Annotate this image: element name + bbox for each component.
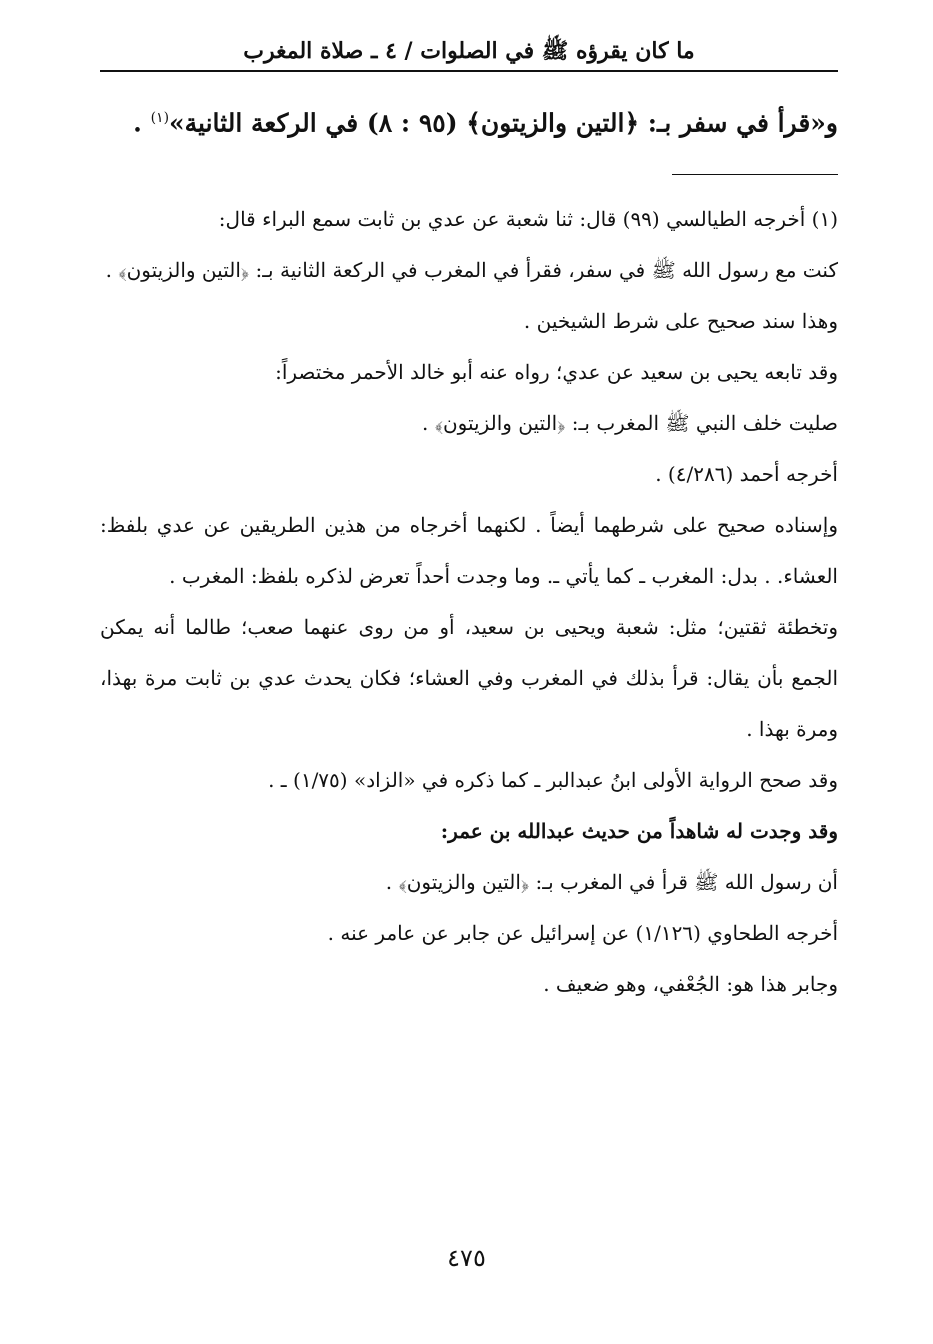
footnote-paragraph: وقد صحح الرواية الأولى ابنُ عبدالبر ـ كما ذكره في «الزاد» (١/٧٥) ـ . <box>268 768 838 792</box>
footnote-mark: (١) <box>150 110 170 126</box>
main-text-body: و«قرأ في سفر بـ: ﴿التين والزيتون﴾ (٩٥ : ٨) في الركعة الثانية» <box>169 108 838 138</box>
main-text <box>100 98 838 143</box>
footnote-paragraph: وهذا سند صحيح على شرط الشيخين . <box>523 309 838 333</box>
footnote-paragraph: أن رسول الله ﷺ قرأ في المغرب بـ: ﴿التين والزيتون﴾ . <box>385 870 838 894</box>
footnote-paragraph: كنت مع رسول الله ﷺ في سفر، فقرأ في المغرب في الركعة الثانية بـ: ﴿التين والزيتون﴾ . <box>105 258 838 282</box>
footnote-paragraph: وقد تابعه يحيى بن سعيد عن عدي؛ رواه عنه أبو خالد الأحمر مختصراً: <box>275 360 838 384</box>
page-number: ٤٧٥ <box>447 1244 486 1272</box>
footnote-paragraph: أخرجه أحمد (٤/٢٨٦) . <box>655 462 838 486</box>
header-rule <box>100 70 838 72</box>
running-header: ما كان يقرؤه ﷺ في الصلوات / ٤ ـ صلاة المغرب <box>243 38 695 64</box>
footnote-paragraph: وقد وجدت له شاهداً من حديث عبدالله بن عمر: <box>440 819 838 843</box>
footnote-paragraph: أخرجه الطحاوي (١/١٢٦) عن إسرائيل عن جابر عن عامر عنه . <box>327 921 838 945</box>
footnote-paragraph: وجابر هذا هو: الجُعْفي، وهو ضعيف . <box>543 972 838 996</box>
footnote-paragraph: وتخطئة ثقتين؛ مثل: شعبة ويحيى بن سعيد، أو من روى عنهما صعب؛ طالما أنه يمكن الجمع بأن يقال: قرأ بذلك في المغرب وفي العشاء؛ فكان يحدث عدي بن ثابت مرة بهذا، ومرة بهذا . <box>100 615 838 741</box>
main-text-end: . <box>133 108 151 138</box>
footnotes <box>100 194 838 1010</box>
footnote-paragraph: (١) أخرجه الطيالسي (٩٩) قال: ثنا شعبة عن عدي بن ثابت سمع البراء قال: <box>218 207 838 231</box>
footnote-paragraph: صليت خلف النبي ﷺ المغرب بـ: ﴿التين والزيتون﴾ . <box>422 411 838 435</box>
footnote-paragraph: وإسناده صحيح على شرطهما أيضاً . لكنهما أخرجاه من هذين الطريقين عن عدي بلفظ: العشاء. . بدل: المغرب ـ كما يأتي ـ. وما وجدت أحداً تعرض لذكره بلفظ: المغرب . <box>100 513 838 588</box>
footnote-rule <box>672 174 838 175</box>
